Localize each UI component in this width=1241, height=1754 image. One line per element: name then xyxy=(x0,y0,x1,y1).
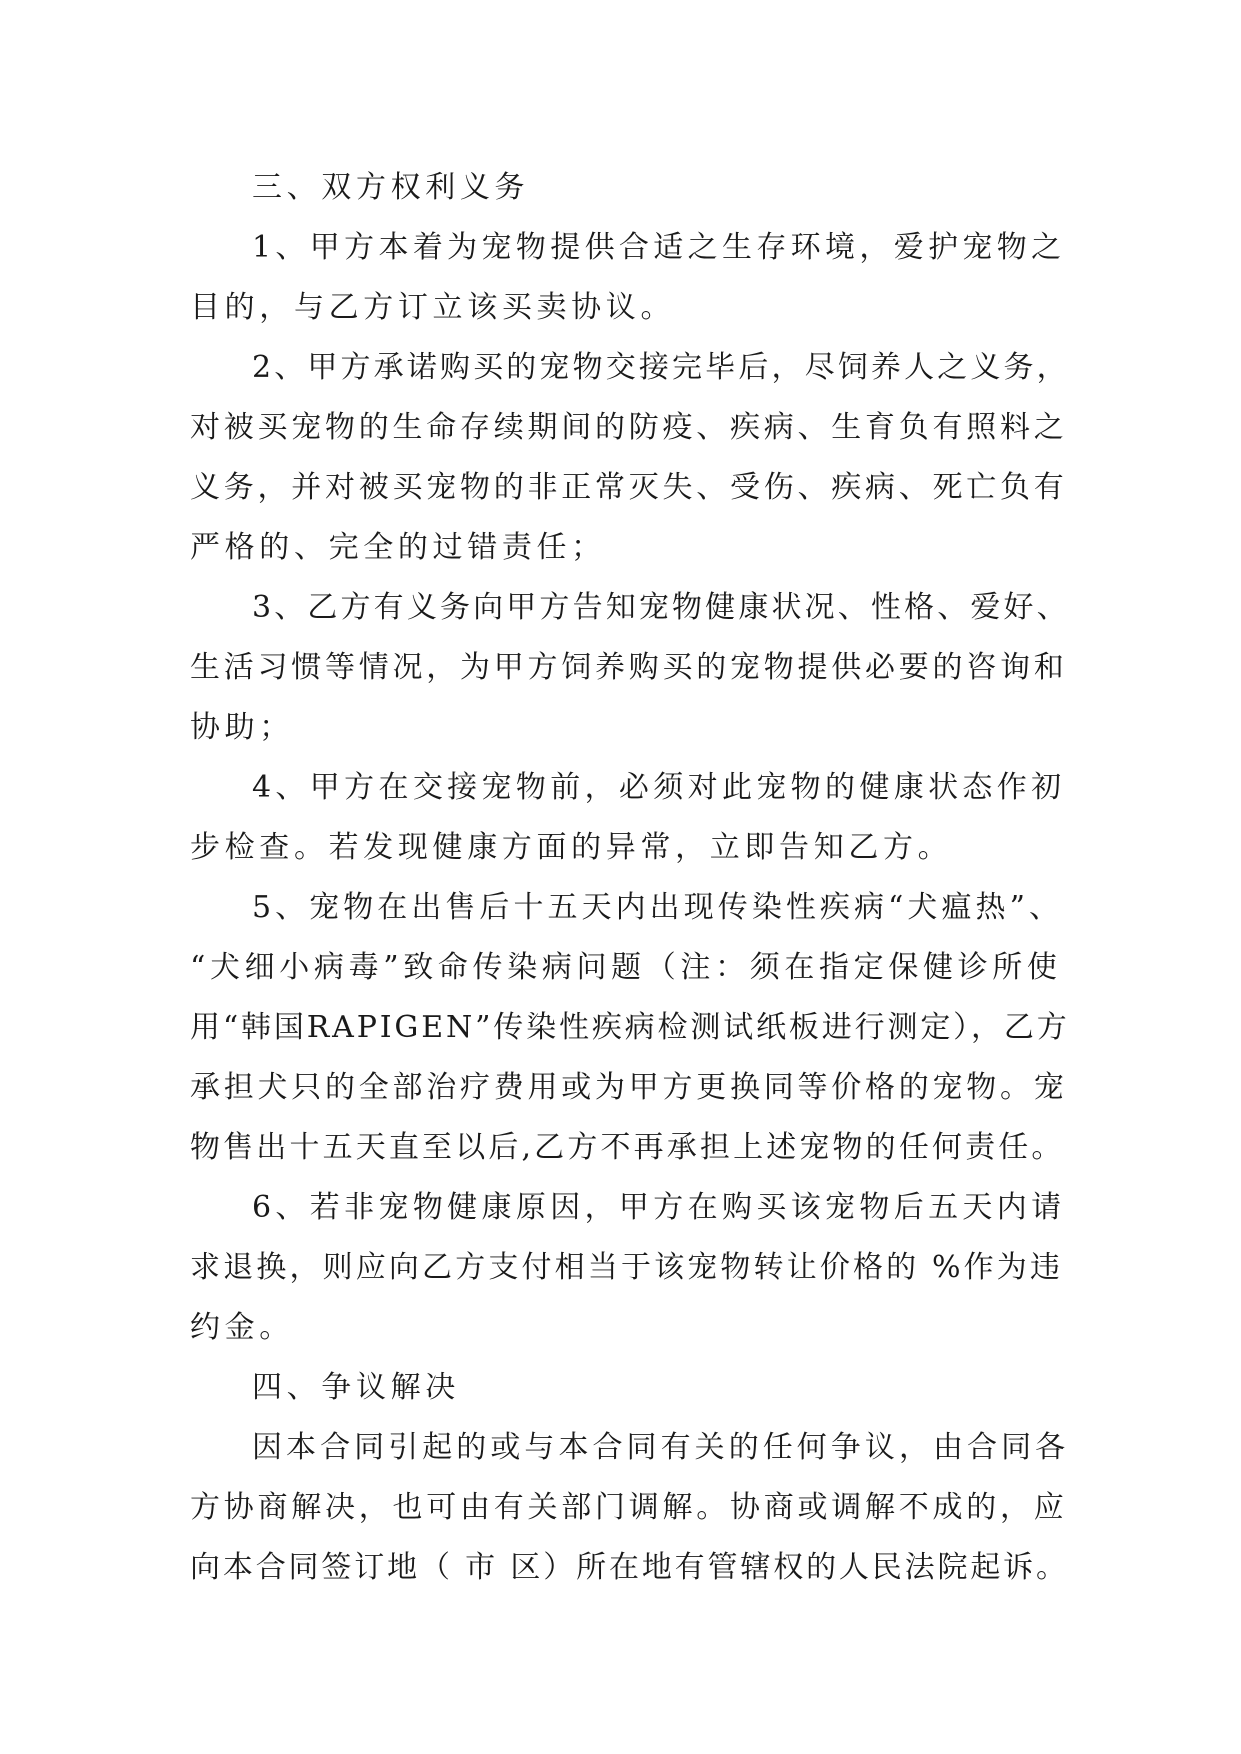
paragraph-line: 4、甲方在交接宠物前，必须对此宠物的健康状态作初 xyxy=(252,770,1066,805)
paragraph-line: 义务，并对被买宠物的非正常灭失、受伤、疾病、死亡负有 xyxy=(190,470,1068,505)
paragraph-line: 5、宠物在出售后十五天内出现传染性疾病“犬瘟热”、 xyxy=(252,890,1064,925)
paragraph-line: 1、甲方本着为宠物提供合适之生存环境，爱护宠物之 xyxy=(252,230,1066,265)
paragraph-line: 对被买宠物的生命存续期间的防疫、疾病、生育负有照料之 xyxy=(190,410,1068,445)
paragraph-line: 目的，与乙方订立该买卖协议。 xyxy=(190,290,676,325)
paragraph-line: 协助； xyxy=(190,710,294,745)
paragraph-line: 6、若非宠物健康原因，甲方在购买该宠物后五天内请 xyxy=(252,1190,1066,1225)
paragraph-line: 因本合同引起的或与本合同有关的任何争议，由合同各 xyxy=(252,1430,1070,1465)
paragraph-line: 求退换，则应向乙方支付相当于该宠物转让价格的 %作为违 xyxy=(190,1250,1064,1285)
paragraph-line: 方协商解决，也可由有关部门调解。协商或调解不成的，应 xyxy=(190,1490,1068,1525)
paragraph-line: 物售出十五天直至以后,乙方不再承担上述宠物的任何责任。 xyxy=(190,1130,1065,1165)
paragraph-line: 承担犬只的全部治疗费用或为甲方更换同等价格的宠物。宠 xyxy=(190,1070,1068,1105)
section-heading-rights: 三、双方权利义务 xyxy=(252,170,530,205)
paragraph-line: 3、乙方有义务向甲方告知宠物健康状况、性格、爱好、 xyxy=(252,590,1070,625)
paragraph-line: 向本合同签订地（ 市 区）所在地有管辖权的人民法院起诉。 xyxy=(190,1550,1069,1585)
section-heading-dispute: 四、争议解决 xyxy=(252,1370,460,1405)
paragraph-line: 生活习惯等情况，为甲方饲养购买的宠物提供必要的咨询和 xyxy=(190,650,1068,685)
paragraph-line: 严格的、完全的过错责任； xyxy=(190,530,606,565)
paragraph-line: 约金。 xyxy=(190,1310,294,1345)
paragraph-line: “犬细小病毒”致命传染病问题（注：须在指定保健诊所使 xyxy=(190,950,1062,985)
paragraph-line: 2、甲方承诺购买的宠物交接完毕后，尽饲养人之义务， xyxy=(252,350,1070,385)
paragraph-line: 步检查。若发现健康方面的异常，立即告知乙方。 xyxy=(190,830,953,865)
paragraph-line: 用“韩国RAPIGEN”传染性疾病检测试纸板进行测定），乙方 xyxy=(190,1010,1070,1045)
